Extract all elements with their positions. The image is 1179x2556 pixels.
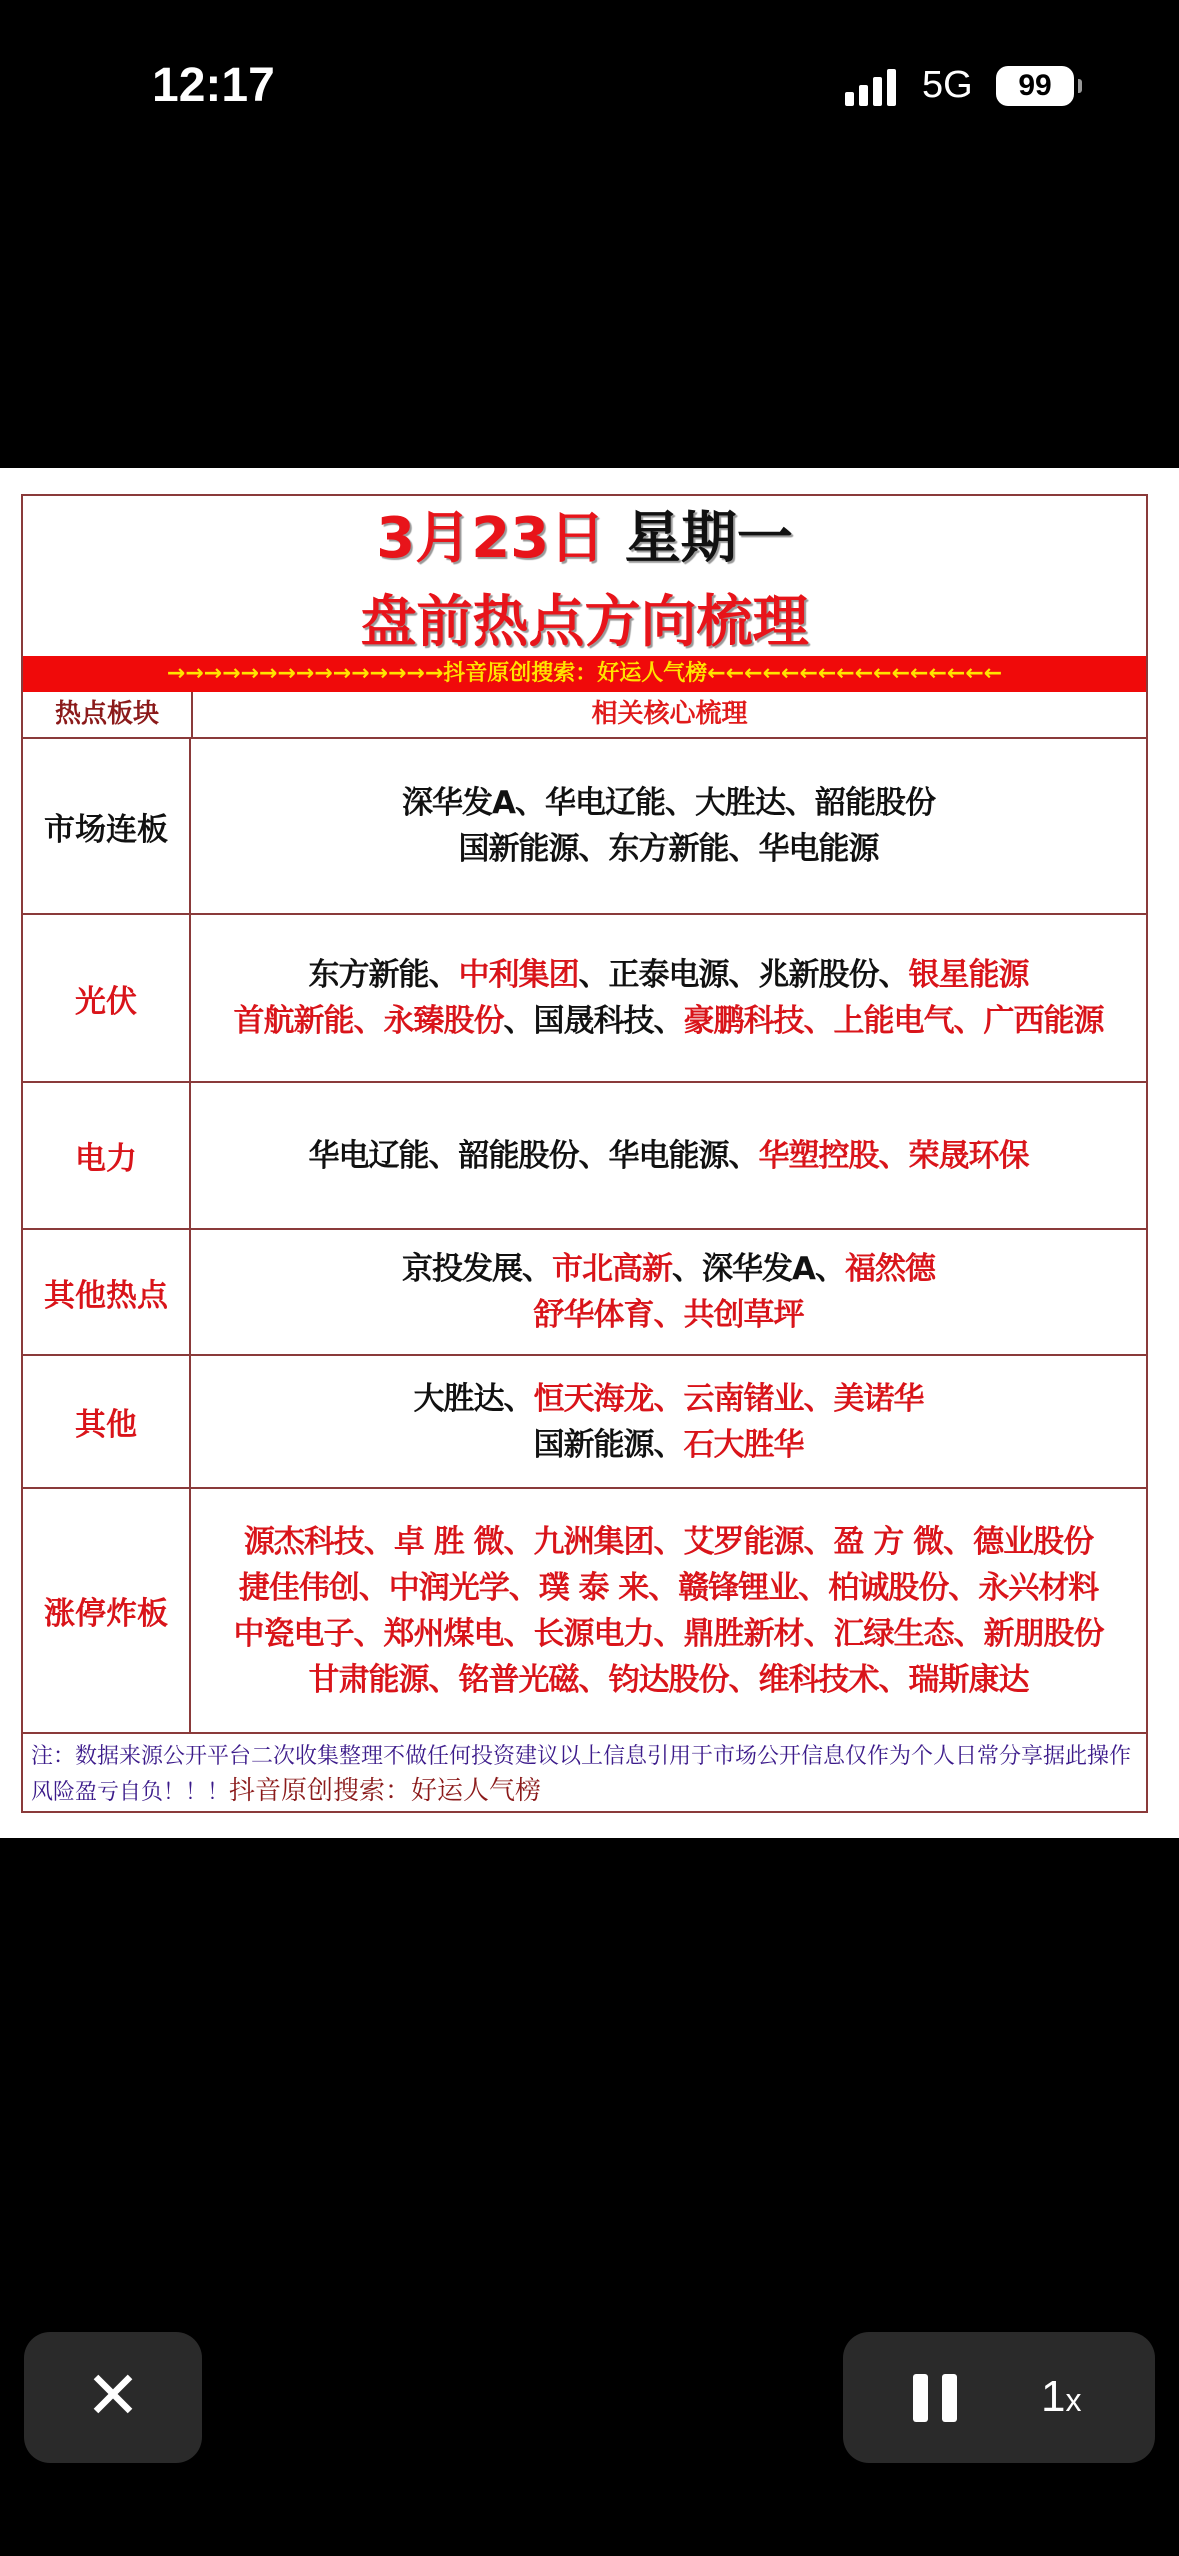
stock-line: [402, 1246, 935, 1292]
status-bar: [0, 0, 1179, 170]
table-row: [23, 1489, 1146, 1734]
stock-names: 华电辽能、韶能股份、华电能源、: [308, 1137, 759, 1174]
speed-button[interactable]: [1041, 2372, 1081, 2422]
stock-names: 、深华发A、: [672, 1251, 845, 1287]
stock-line: [234, 1611, 1104, 1657]
poster-title: 盘前热点方向梳理: [360, 590, 809, 655]
stock-line: [414, 1376, 924, 1422]
stock-names: 福然德: [845, 1251, 935, 1287]
close-button[interactable]: [24, 2332, 202, 2463]
stock-names: 大胜达、: [413, 1380, 534, 1417]
stock-names: 、正泰电源、兆新股份、: [578, 957, 909, 993]
stock-names: 、国晟科技、: [503, 1003, 684, 1039]
hotspot-table: [21, 494, 1148, 1813]
stock-names: 首航新能、永臻股份: [233, 1003, 504, 1039]
stock-line: [234, 998, 1104, 1044]
stock-names: 石大胜华: [683, 1426, 804, 1463]
stock-list: [191, 1356, 1146, 1487]
stock-line: [309, 1657, 1029, 1703]
stock-names: 市北高新: [552, 1251, 672, 1287]
stock-names: 源杰科技、卓 胜 微、九洲集团、艾罗能源、盈 方 微、德业股份: [243, 1523, 1094, 1560]
stock-line: [244, 1519, 1093, 1565]
stock-names: 中利集团: [458, 957, 579, 993]
stock-line: [534, 1422, 804, 1468]
stock-names: 国新能源、东方新能、华电能源: [458, 831, 879, 867]
stock-names: 深华发A、华电辽能、大胜达、韶能股份: [402, 785, 935, 821]
clock: 12:17: [152, 59, 275, 112]
poster-image: [0, 468, 1179, 1838]
stock-list: [191, 1489, 1146, 1732]
header-stocks: 相关核心梳理: [191, 692, 1146, 737]
table-row: [23, 1356, 1146, 1489]
disclaimer-text: 注：数据来源公开平台二次收集整理不做任何投资建议以上信息引用于市场公开信息仅作为个人日常分享据此操作风险盈亏自负！！！: [31, 1744, 1132, 1805]
table-row: [23, 1230, 1146, 1356]
sector-label: 其他热点: [23, 1230, 191, 1354]
stock-names: 京投发展、: [402, 1251, 552, 1287]
stock-names: 捷佳伟创、中润光学、璞 泰 来、赣锋锂业、柏诚股份、永兴材料: [238, 1569, 1099, 1606]
stock-list: [191, 915, 1146, 1081]
stock-names: 中瓷电子、郑州煤电、长源电力、鼎胜新材、汇绿生态、新朋股份: [233, 1615, 1104, 1652]
sector-label: 电力: [23, 1083, 191, 1228]
stock-line: [402, 780, 935, 826]
stock-names: 甘肃能源、铭普光磁、钧达股份、维科技术、瑞斯康达: [308, 1661, 1029, 1698]
table-row: [23, 739, 1146, 915]
stock-list: [191, 1230, 1146, 1354]
date: 3月23日: [376, 506, 606, 571]
header-sector: 热点板块: [54, 699, 159, 729]
speed-value: 1: [1041, 2372, 1066, 2421]
stock-line: [309, 1133, 1029, 1179]
pause-icon[interactable]: [913, 2374, 957, 2422]
stock-list: [191, 739, 1146, 913]
disclaimer-tag: 抖音原创搜索：好运人气榜: [229, 1776, 542, 1806]
banner: →→→→→→→→→→→→→→→抖音原创搜索：好运人气榜←←←←←←←←←←←←←←←←: [23, 656, 1146, 692]
stock-names: 国新能源、: [533, 1426, 684, 1463]
table-header: [23, 692, 1146, 739]
cellular-signal-icon: [845, 68, 896, 106]
stock-names: 豪鹏科技、上能电气、广西能源: [683, 1003, 1104, 1039]
table-row: [23, 1083, 1146, 1230]
network-type: 5G: [922, 64, 973, 106]
stock-line: [534, 1292, 804, 1338]
stock-line: [239, 1565, 1099, 1611]
table-row: [23, 915, 1146, 1083]
weekday: 星期一: [624, 506, 793, 571]
stock-names: 华塑控股、荣晟环保: [758, 1137, 1029, 1174]
poster-date: [23, 502, 1146, 576]
stock-line: [459, 826, 879, 872]
stock-list: [191, 1083, 1146, 1228]
stock-names: 银星能源: [908, 957, 1029, 993]
sector-label: 光伏: [23, 915, 191, 1081]
stock-names: 东方新能、: [308, 957, 459, 993]
sector-label: 市场连板: [23, 739, 191, 913]
disclaimer: [23, 1734, 1146, 1816]
stock-names: 舒华体育、共创草坪: [533, 1297, 804, 1333]
playback-controls: [843, 2332, 1155, 2463]
sector-label: 其他: [23, 1356, 191, 1487]
sector-label: 涨停炸板: [23, 1489, 191, 1732]
close-icon: ✕: [85, 2357, 141, 2434]
speed-suffix: x: [1065, 2382, 1082, 2418]
stock-names: 恒天海龙、云南锗业、美诺华: [533, 1380, 924, 1417]
stock-line: [309, 952, 1029, 998]
battery-icon: 99: [996, 66, 1074, 106]
